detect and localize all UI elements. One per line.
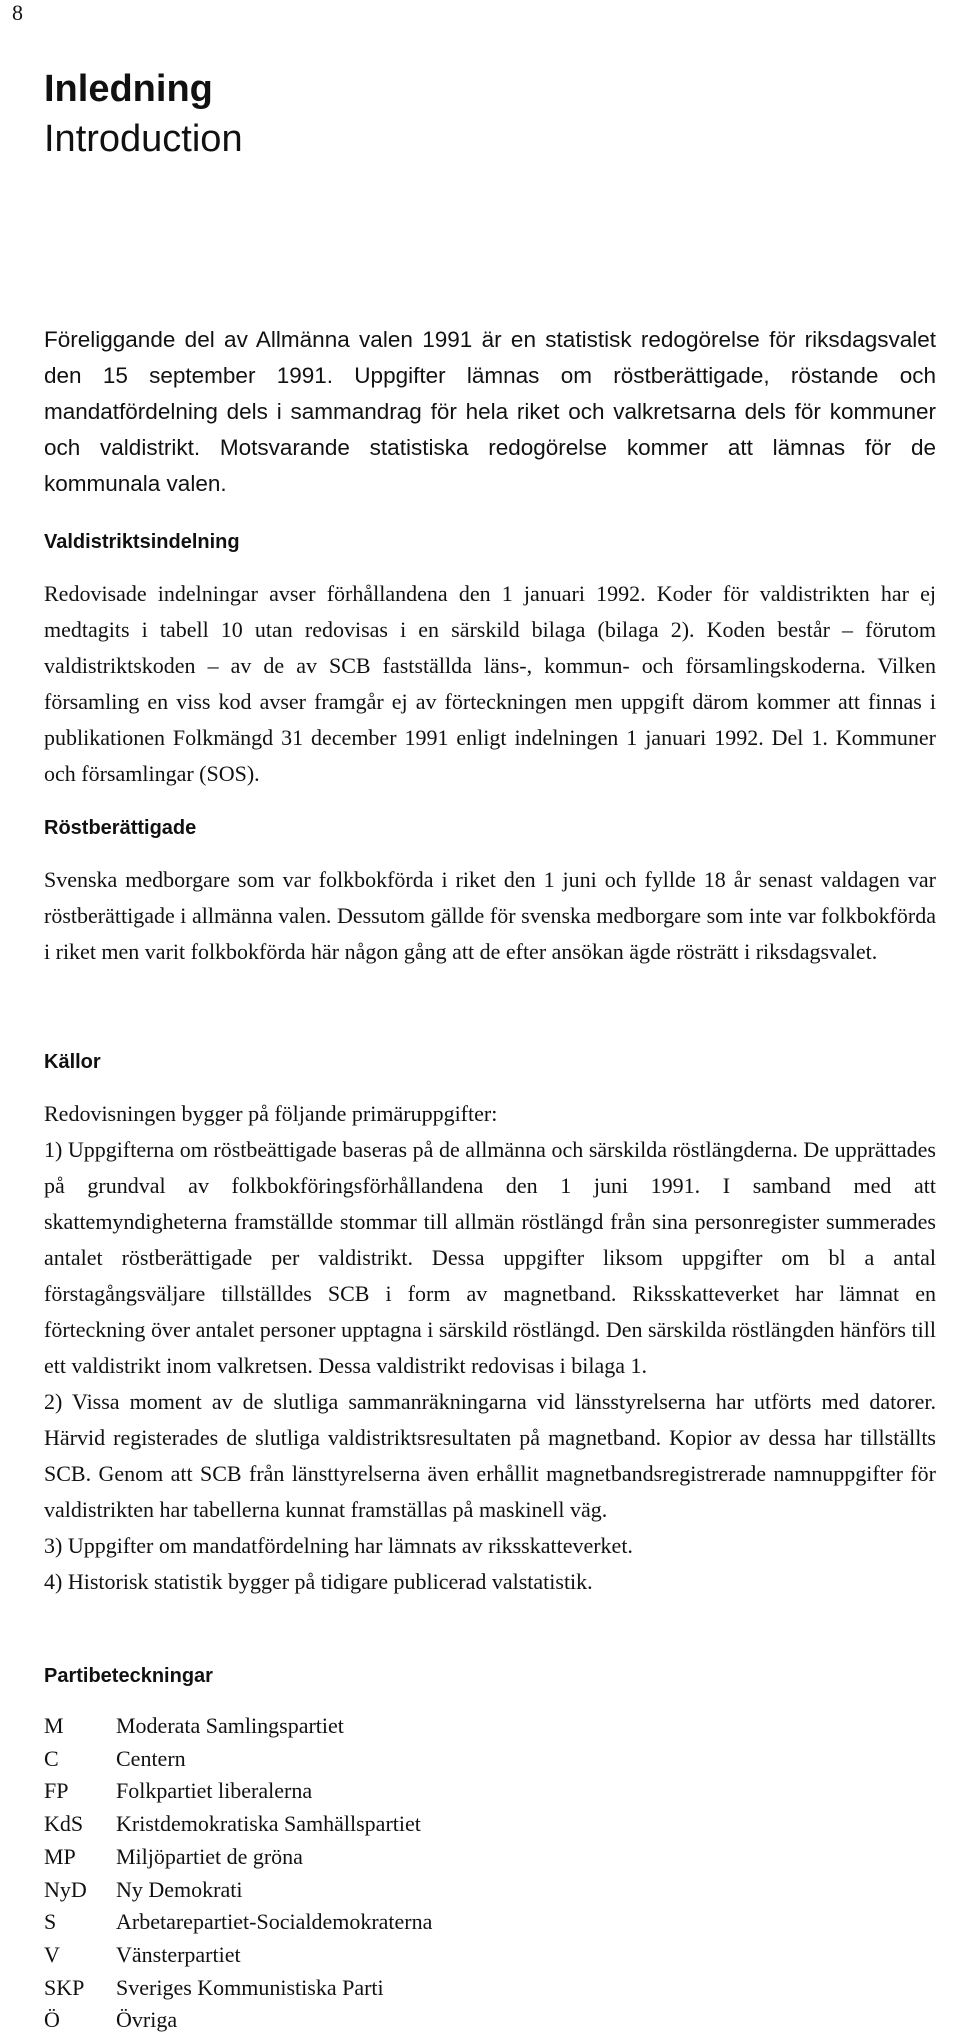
paragraph: 4) Historisk statistik bygger på tidigare publicerad valstatistik.	[44, 1569, 593, 1594]
party-name: Miljöpartiet de gröna	[116, 1843, 303, 1869]
section-body: Svenska medborgare som var folkbokförda i riket den 1 juni och fyllde 18 år senast valdagen var röstberättigade i allmänna valen. Dessutom gällde för svenska medborgare som inte var folkbokförda i riket men varit folkbokförda här någon gång att de efter ansökan ägde rösträtt i riksdagsvalet.	[44, 867, 936, 964]
party-row	[44, 1906, 432, 1939]
party-row	[44, 2004, 432, 2037]
party-row	[44, 1841, 432, 1874]
paragraph: 2) Vissa moment av de slutliga sammanräkningarna vid länsstyrelserna har utförts med datorer. Härvid registerades de slutliga valdistriktsresultaten på magnetband. Kopior av dessa har tillställts SCB. Genom att SCB från länsttyrelserna även erhållit magnetbandsregistrerade namnuppgifter för valdistrikten har tabellerna kunnat framställas på maskinell väg.	[44, 1389, 936, 1522]
party-name: Kristdemokratiska Samhällspartiet	[116, 1811, 421, 1837]
section-heading: Partibeteckningar	[44, 1665, 213, 1687]
party-name: Arbetarepartiet-Socialdemokraterna	[116, 1909, 433, 1935]
section-kallor	[44, 1048, 936, 1600]
paragraph: 1) Uppgifterna om röstbeättigade baseras på de allmänna och särskilda röstlängderna. De upprättades på grundval av folkbokföringsförhållandena den 1 juni 1991. I samband med att skattemyndigheterna framställde stommar till allmän röstlängd från sina personregister summerades antalet röstberättigade per valdistrikt. Dessa uppgifter liksom uppgifter om bl a antal förstagångsväljare tillställdes SCB i form av magnetband. Riksskatteverket har lämnat en förteckning över antalet personer upptagna i särskild röstlängd. Den särskilda röstlängden hänförs till ett valdistrikt inom valkretsen. Dessa valdistrikt redovisas i bilaga 1.	[44, 1137, 936, 1378]
party-abbreviation: M	[44, 1713, 64, 1738]
party-abbreviation: NyD	[44, 1876, 87, 1902]
section-partibeteckningar	[44, 1662, 936, 2037]
party-name: Folkpartiet liberalerna	[116, 1778, 313, 1804]
paragraph: 3) Uppgifter om mandatfördelning har lämnats av riksskatteverket.	[44, 1533, 633, 1558]
party-row	[44, 1874, 432, 1907]
party-row	[44, 1808, 432, 1841]
section-rostberattigade	[44, 814, 936, 970]
section-valdistriktsindelning	[44, 528, 936, 792]
party-name: Vänsterpartiet	[116, 1941, 241, 1967]
party-row	[44, 1775, 432, 1808]
party-abbreviation: MP	[44, 1843, 76, 1869]
party-name: Sveriges Kommunistiska Parti	[116, 1974, 384, 2000]
paragraph: Redovisningen bygger på följande primäruppgifter:	[44, 1101, 498, 1126]
party-abbreviation: C	[44, 1745, 59, 1771]
intro-paragraph: Föreliggande del av Allmänna valen 1991 är en statistisk redogörelse för riksdagsvalet den 15 september 1991. Uppgifter lämnas om röstberättigade, röstande och mandatfördelning dels i sammandrag för hela riket och valkretsarna dels för kommuner och valdistrikt. Motsvarande statistiska redogörelse kommer att lämnas för de kommunala valen.	[44, 327, 936, 496]
party-row	[44, 1710, 432, 1743]
party-abbreviation: FP	[44, 1778, 69, 1804]
party-abbreviation: V	[44, 1941, 60, 1967]
party-abbreviation: KdS	[44, 1811, 84, 1837]
page-title: Inledning	[44, 68, 213, 110]
party-row	[44, 1972, 432, 2005]
section-heading: Valdistriktsindelning	[44, 531, 240, 553]
party-abbreviation: S	[44, 1909, 57, 1935]
section-heading: Källor	[44, 1051, 101, 1073]
party-abbreviation: SKP	[44, 1974, 85, 2000]
party-name: Centern	[116, 1745, 186, 1771]
section-heading: Röstberättigade	[44, 817, 197, 839]
section-body: Redovisade indelningar avser förhållandena den 1 januari 1992. Koder för valdistrikten har ej medtagits i tabell 10 utan redovisas i en särskild bilaga (bilaga 2). Koden består – förutom valdistriktskoden – av de av SCB fastställda läns-, kommun- och församlingskoderna. Vilken församling en viss kod avser framgår ej av förteckningen men uppgift därom kommer att finnas i publikationen Folkmängd 31 december 1991 enligt indelningen 1 januari 1992. Del 1. Kommuner och församlingar (SOS).	[44, 581, 936, 786]
section-body	[44, 1096, 936, 1600]
party-row	[44, 1939, 432, 1972]
party-name: Moderata Samlingspartiet	[116, 1713, 344, 1738]
party-abbreviation: Ö	[44, 2007, 60, 2033]
party-name: Ny Demokrati	[116, 1876, 243, 1902]
title-block	[44, 66, 243, 162]
page-number: 8	[12, 0, 23, 25]
party-row	[44, 1743, 432, 1776]
page-subtitle: Introduction	[44, 118, 243, 160]
party-name: Övriga	[116, 2007, 178, 2033]
party-table	[44, 1710, 432, 2037]
